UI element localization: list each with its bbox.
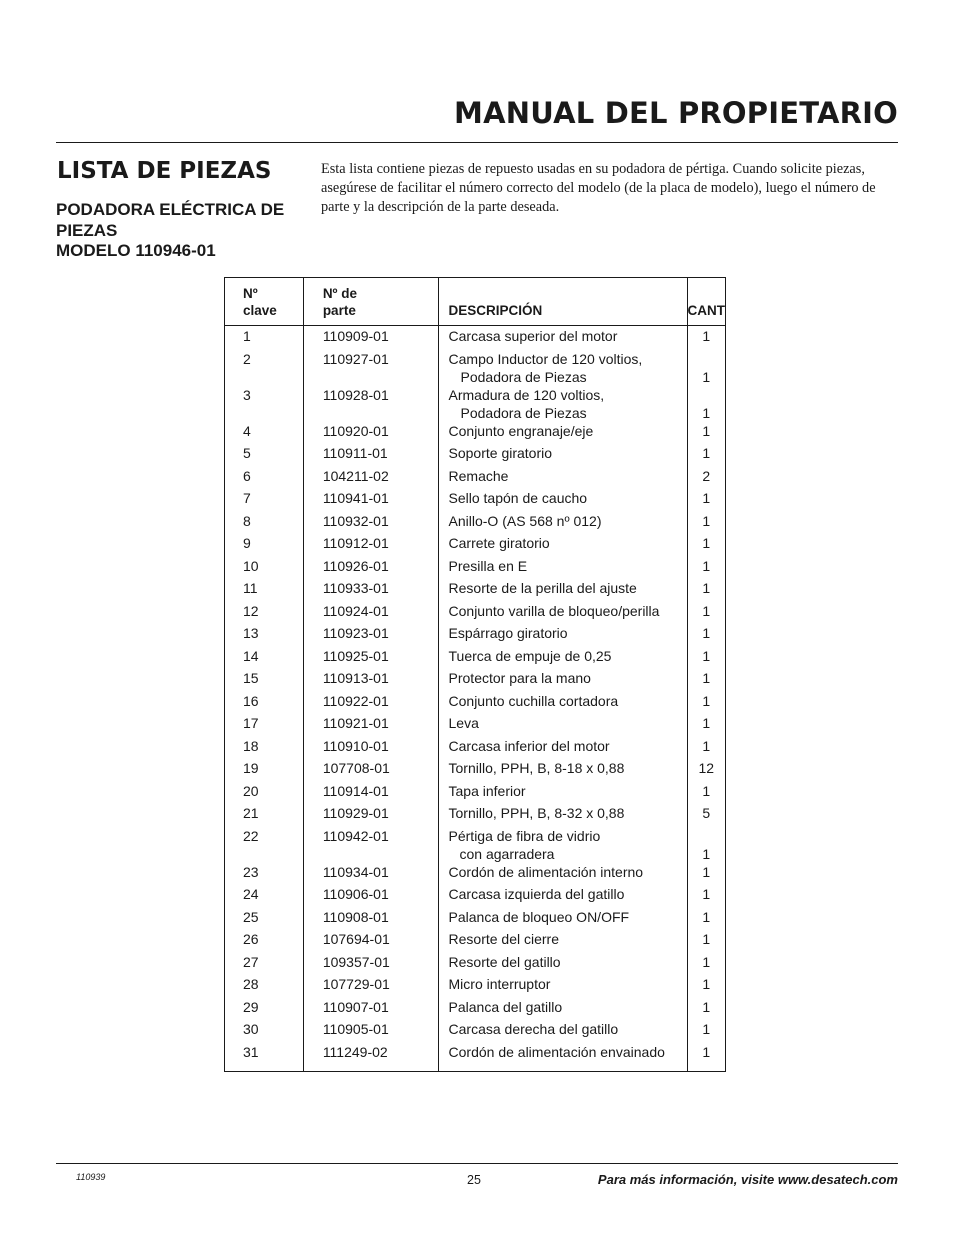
cell-part-number: 110913-01 [303,669,438,692]
cell-description: Resorte del cierre [438,930,687,953]
table-row [225,579,726,602]
cell-part-number: 110910-01 [303,737,438,760]
column-header-part [303,278,438,326]
cell-part-number: 110942-01 [303,827,438,863]
cell-key: 31 [225,1043,304,1072]
table-row [225,975,726,998]
cell-part-number: 110925-01 [303,647,438,670]
cell-description: Carcasa inferior del motor [438,737,687,760]
cell-quantity: 1 [702,647,711,664]
cell-part-number: 110912-01 [303,534,438,557]
cell-key: 3 [225,386,304,422]
intro-paragraph: Esta lista contiene piezas de repuesto usadas en su podadora de pértiga. Cuando solicite piezas, asegúrese de facilitar el número correcto del modelo (de la placa de modelo), luego el número de parte y la descripción de la parte deseada. [321,161,876,215]
cell-quantity: 1 [702,445,711,461]
quantity-value: 1 [702,368,711,385]
column-header-description: DESCRIPCIÓN [438,278,687,326]
cell-quantity: 1 [702,670,711,686]
cell-description: Tornillo, PPH, B, 8-32 x 0,88 [438,804,687,827]
title-divider [56,142,898,143]
cell-key: 26 [225,930,304,953]
cell-key: 13 [225,624,304,647]
cell-part-number: 110928-01 [303,386,438,422]
cell-part-number: 110908-01 [303,908,438,931]
cell-quantity: 12 [698,760,715,776]
table-row [225,908,726,931]
cell-part-number: 107694-01 [303,930,438,953]
description-line: Campo Inductor de 120 voltios, [448,350,643,367]
cell-quantity: 1 [702,602,711,619]
cell-description: Presilla en E [438,557,687,580]
header-text: parte [322,303,356,318]
header-text: Nº de [322,286,357,301]
table-row [225,422,726,445]
table-row [225,557,726,580]
cell-key: 5 [225,444,304,467]
cell-key: 25 [225,908,304,931]
description-line: Armadura de 120 voltios, [448,386,605,403]
cell-key: 22 [225,827,304,863]
cell-part-number: 110934-01 [303,863,438,886]
cell-quantity: 2 [702,467,711,484]
cell-description: Tapa inferior [438,782,687,805]
page-title: MANUAL DEL PROPIETARIO [454,96,898,130]
cell-quantity: 1 [702,976,711,992]
cell-quantity [687,386,726,422]
parts-table-body [225,326,726,1072]
cell-quantity [687,827,726,863]
subheading-line: PIEZAS [56,220,118,240]
quantity-value: 1 [702,845,711,862]
cell-description: Carrete giratorio [438,534,687,557]
cell-description [438,386,687,422]
cell-description: Carcasa derecha del gatillo [438,1020,687,1043]
cell-description: Carcasa superior del motor [438,326,687,350]
subheading-line: MODELO 110946-01 [56,241,216,260]
cell-part-number: 110921-01 [303,714,438,737]
cell-quantity: 1 [702,580,711,596]
table-row [225,782,726,805]
cell-part-number: 110924-01 [303,602,438,625]
table-row [225,1043,726,1072]
table-row [225,953,726,976]
cell-key: 8 [225,512,304,535]
cell-part-number: 107708-01 [303,759,438,782]
cell-description: Protector para la mano [438,669,687,692]
cell-description [438,827,687,863]
cell-quantity: 1 [702,1021,711,1037]
table-row [225,489,726,512]
cell-part-number: 110923-01 [303,624,438,647]
cell-part-number: 110920-01 [303,422,438,445]
table-row [225,827,726,863]
cell-part-number: 109357-01 [303,953,438,976]
cell-key: 19 [225,759,304,782]
cell-description: Micro interruptor [438,975,687,998]
cell-description: Resorte de la perilla del ajuste [438,579,687,602]
table-row [225,534,726,557]
cell-key: 6 [225,467,304,490]
quantity-value: 1 [702,404,711,421]
cell-key: 21 [225,804,304,827]
cell-part-number: 110922-01 [303,692,438,715]
table-row [225,602,726,625]
table-row [225,692,726,715]
subheading-line: PODADORA ELÉCTRICA DE [56,200,285,219]
footer-divider [56,1163,898,1164]
cell-description: Espárrago giratorio [438,624,687,647]
description-line: Podadora de Piezas [460,368,587,385]
table-row [225,714,726,737]
cell-part-number: 104211-02 [303,467,438,490]
table-row [225,647,726,670]
cell-quantity: 1 [702,692,711,709]
table-row [225,737,726,760]
cell-quantity: 1 [702,512,711,529]
cell-description: Soporte giratorio [438,444,687,467]
cell-part-number: 110911-01 [303,444,438,467]
cell-description: Carcasa izquierda del gatillo [438,885,687,908]
cell-key: 7 [225,489,304,512]
table-row [225,467,726,490]
section-title: LISTA DE PIEZAS [57,158,272,184]
page-number: 25 [467,1173,481,1187]
cell-part-number: 111249-02 [303,1043,438,1072]
table-row [225,863,726,886]
table-row [225,669,726,692]
cell-description: Conjunto engranaje/eje [438,422,687,445]
cell-key: 14 [225,647,304,670]
cell-part-number: 110906-01 [303,885,438,908]
header-text: Nº [243,286,258,301]
footer-info-text: Para más información, visite www.desatech.com [597,1172,898,1187]
cell-quantity: 1 [702,782,711,799]
cell-quantity: 1 [702,328,711,344]
description-line: con agarradera [459,845,555,862]
cell-description: Resorte del gatillo [438,953,687,976]
cell-key: 30 [225,1020,304,1043]
cell-quantity: 1 [702,737,711,754]
cell-description: Cordón de alimentación envainado [438,1043,687,1072]
cell-part-number: 110905-01 [303,1020,438,1043]
table-row [225,350,726,386]
table-row [225,386,726,422]
table-row [225,512,726,535]
cell-description: Palanca del gatillo [438,998,687,1021]
cell-part-number: 110926-01 [303,557,438,580]
cell-quantity: 1 [702,998,711,1015]
cell-description: Leva [438,714,687,737]
cell-key: 1 [225,326,304,350]
header-text: clave [243,303,277,318]
description-line: Pértiga de fibra de vidrio [448,827,601,844]
cell-quantity: 1 [702,953,711,970]
cell-part-number: 110907-01 [303,998,438,1021]
cell-part-number: 110941-01 [303,489,438,512]
table-row [225,444,726,467]
cell-part-number: 110927-01 [303,350,438,386]
table-header-row [225,278,726,326]
cell-key: 10 [225,557,304,580]
cell-description: Remache [438,467,687,490]
cell-key: 11 [225,579,304,602]
table-row [225,930,726,953]
cell-part-number: 110932-01 [303,512,438,535]
description-line: Podadora de Piezas [460,404,587,421]
cell-description [438,350,687,386]
cell-part-number: 110929-01 [303,804,438,827]
model-subheading [56,200,284,262]
parts-table [224,277,726,1072]
cell-description: Tornillo, PPH, B, 8-18 x 0,88 [438,759,687,782]
cell-part-number: 110909-01 [303,326,438,350]
cell-key: 4 [225,422,304,445]
cell-description: Palanca de bloqueo ON/OFF [438,908,687,931]
cell-quantity: 1 [702,886,711,902]
table-row [225,998,726,1021]
cell-description: Conjunto cuchilla cortadora [438,692,687,715]
table-row [225,1020,726,1043]
cell-key: 15 [225,669,304,692]
table-row [225,804,726,827]
cell-quantity: 1 [702,931,711,947]
cell-key: 28 [225,975,304,998]
document-number: 110939 [76,1172,106,1182]
cell-key: 16 [225,692,304,715]
cell-quantity: 1 [702,1043,711,1060]
cell-description: Tuerca de empuje de 0,25 [438,647,687,670]
cell-quantity: 1 [702,535,711,551]
cell-part-number: 110933-01 [303,579,438,602]
cell-quantity: 1 [702,557,711,574]
cell-key: 17 [225,714,304,737]
cell-quantity: 1 [702,908,711,925]
cell-key: 29 [225,998,304,1021]
cell-key: 12 [225,602,304,625]
column-header-qty: CANT [687,278,726,326]
cell-key: 18 [225,737,304,760]
cell-quantity: 1 [702,625,711,641]
cell-quantity: 5 [702,805,711,821]
cell-description: Cordón de alimentación interno [438,863,687,886]
cell-key: 27 [225,953,304,976]
table-row [225,885,726,908]
cell-description: Anillo-O (AS 568 nº 012) [438,512,687,535]
cell-quantity: 1 [702,863,711,880]
cell-key: 24 [225,885,304,908]
table-row [225,624,726,647]
cell-part-number: 110914-01 [303,782,438,805]
column-header-key [225,278,304,326]
cell-quantity: 1 [702,715,711,731]
cell-key: 23 [225,863,304,886]
cell-quantity [687,350,726,386]
cell-key: 2 [225,350,304,386]
table-row [225,326,726,350]
table-row [225,759,726,782]
cell-quantity: 1 [702,422,711,439]
cell-key: 20 [225,782,304,805]
cell-part-number: 107729-01 [303,975,438,998]
cell-description: Sello tapón de caucho [438,489,687,512]
cell-description: Conjunto varilla de bloqueo/perilla [438,602,687,625]
cell-quantity: 1 [702,490,711,506]
cell-key: 9 [225,534,304,557]
